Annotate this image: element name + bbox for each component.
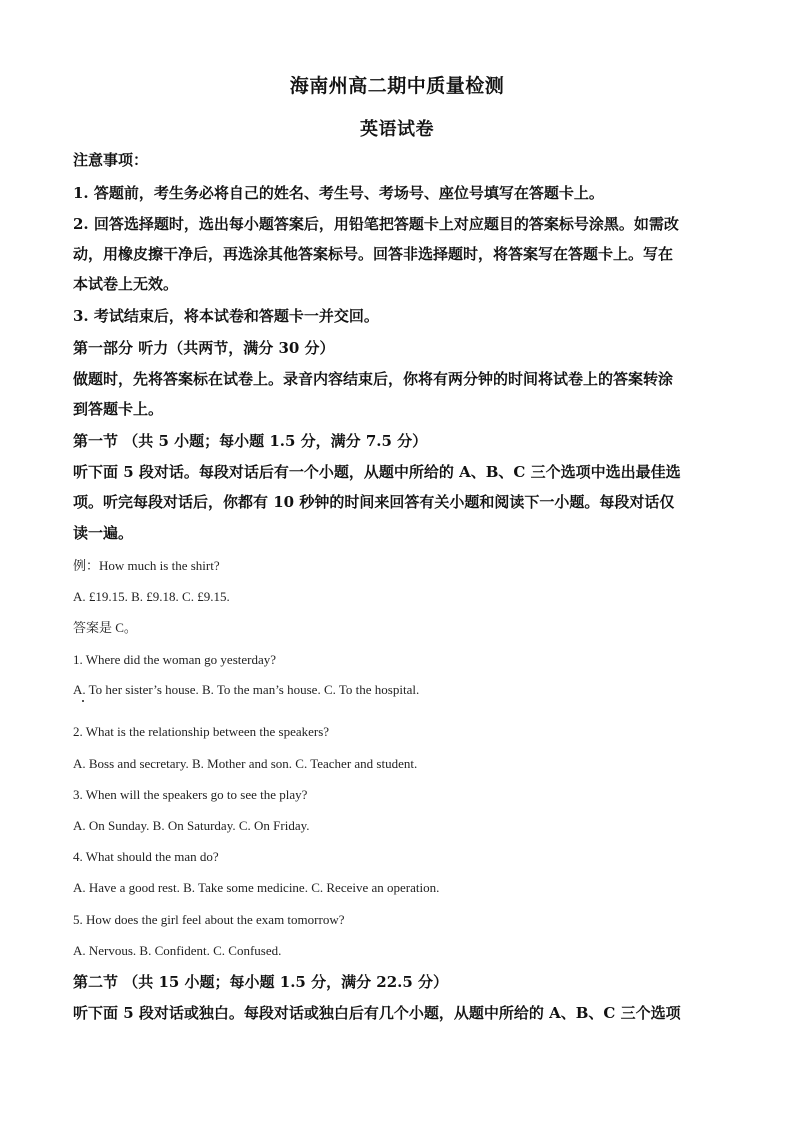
notes-heading: 注意事项： — [73, 151, 149, 169]
section1-instruction: 项。听完每段对话后，你都有 10 秒钟的时间来回答有关小题和阅读下一小题。每段对话仅 — [73, 493, 675, 511]
part1-heading: 第一部分 听力（共两节，满分 30 分） — [73, 339, 335, 357]
question-1-options: A. To her sister’s house. B. To the man’s house. C. To the hospital. — [73, 682, 420, 697]
note-item: 本试卷上无效。 — [73, 275, 179, 293]
section1-instruction: 听下面 5 段对话。每段对话后有一个小题，从题中所给的 A、B、C 三个选项中选出最佳选 — [73, 463, 681, 481]
question-1: 1. Where did the woman go yesterday? — [73, 652, 276, 667]
example-answer: 答案是 C。 — [73, 620, 137, 635]
section2-instruction: 听下面 5 段对话或独白。每段对话或独白后有几个小题，从题中所给的 A、B、C 三个选项 — [73, 1004, 681, 1022]
exam-title: 海南州高二期中质量检测 — [289, 75, 505, 97]
note-item: 3. 考试结束后，将本试卷和答题卡一并交回。 — [73, 307, 379, 325]
note-item: 动，用橡皮擦干净后，再选涂其他答案标号。回答非选择题时，将答案写在答题卡上。写在 — [73, 245, 674, 263]
question-2: 2. What is the relationship between the speakers? — [73, 724, 330, 739]
question-5-options: A. Nervous. B. Confident. C. Confused. — [73, 943, 282, 958]
part1-instruction: 做题时，先将答案标在试卷上。录音内容结束后，你将有两分钟的时间将试卷上的答案转涂 — [73, 370, 674, 388]
section1-heading: 第一节 （共 5 小题；每小题 1.5 分，满分 7.5 分） — [73, 432, 428, 450]
question-3-options: A. On Sunday. B. On Saturday. C. On Friday. — [73, 818, 310, 833]
part1-instruction: 到答题卡上。 — [73, 400, 164, 418]
note-item: 1. 答题前，考生务必将自己的姓名、考生号、考场号、座位号填写在答题卡上。 — [73, 184, 604, 202]
note-item: 2. 回答选择题时，选出每小题答案后，用铅笔把答题卡上对应题目的答案标号涂黑。如需改 — [73, 215, 679, 233]
stray-mark — [82, 700, 84, 702]
question-2-options: A. Boss and secretary. B. Mother and son. C. Teacher and student. — [73, 756, 418, 771]
section2-heading: 第二节 （共 15 小题；每小题 1.5 分，满分 22.5 分） — [73, 973, 449, 991]
question-5: 5. How does the girl feel about the exam tomorrow? — [73, 912, 345, 927]
example-options: A. £19.15. B. £9.18. C. £9.15. — [73, 589, 230, 604]
question-4-options: A. Have a good rest. B. Take some medicine. C. Receive an operation. — [73, 880, 440, 895]
exam-subtitle: 英语试卷 — [360, 119, 434, 140]
question-4: 4. What should the man do? — [73, 849, 219, 864]
section1-instruction: 读一遍。 — [73, 524, 134, 542]
example-question: 例：How much is the shirt? — [73, 558, 220, 573]
question-3: 3. When will the speakers go to see the play? — [73, 787, 308, 802]
